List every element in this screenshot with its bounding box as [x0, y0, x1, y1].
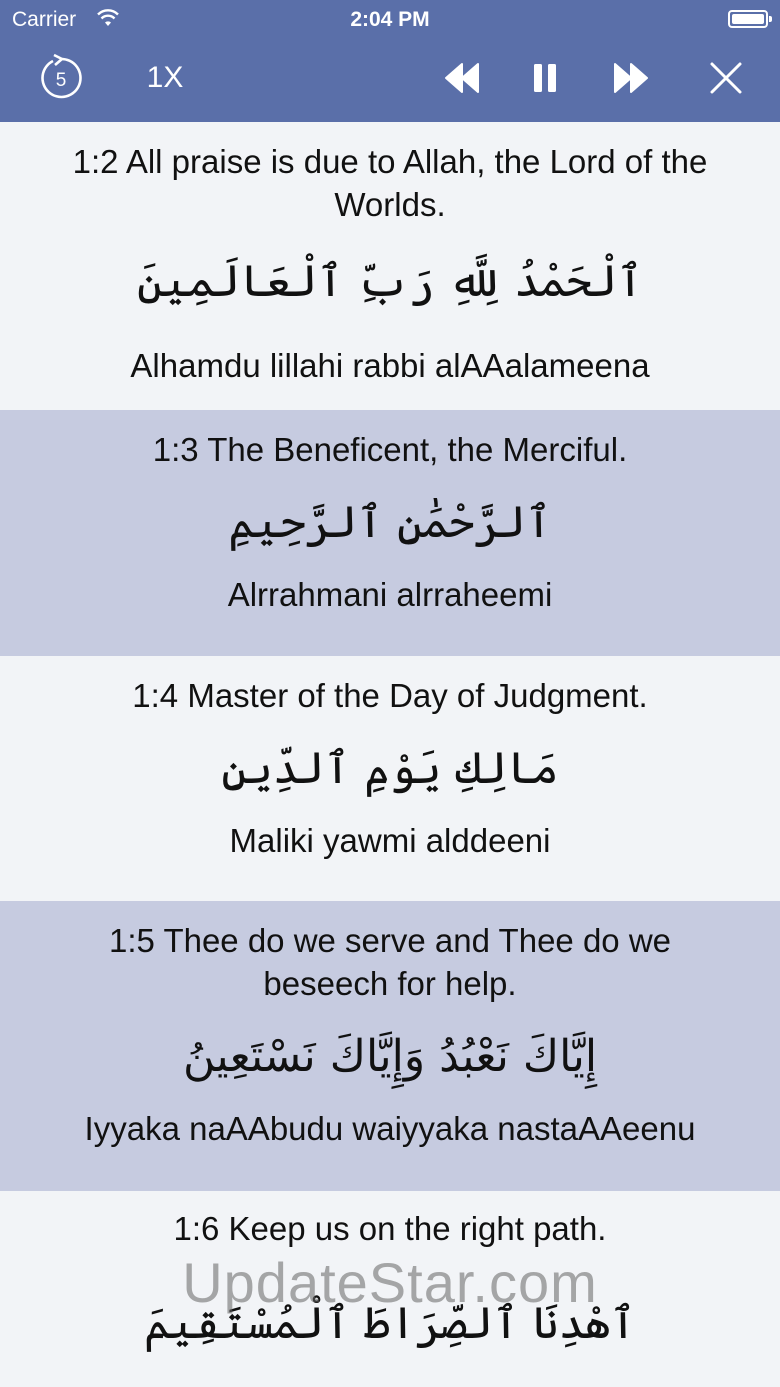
status-bar [0, 0, 780, 40]
playback-speed-button[interactable]: 1X [146, 61, 184, 94]
verse-transliteration: Alhamdu lillahi rabbi alAAalameena [130, 347, 650, 384]
verse-row[interactable] [0, 901, 780, 1191]
verse-translation: 1:5 Thee do we serve and Thee do we beseech for help. [109, 922, 671, 1002]
verse-row[interactable] [0, 410, 780, 656]
replay-5-icon [36, 53, 86, 103]
player-bar [0, 0, 780, 122]
verse-translation: 1:4 Master of the Day of Judgment. [132, 677, 648, 714]
verse-arabic: ٱلْحَمْدُ لِلَّهِ رَبِّ ٱلْعَالَمِينَ [136, 256, 644, 307]
verse-translation: 1:2 All praise is due to Allah, the Lord of the Worlds. [72, 143, 708, 223]
verse-transliteration: Maliki yawmi alddeeni [229, 822, 551, 859]
rewind-button[interactable] [436, 52, 488, 104]
verse-translation: 1:3 The Beneficent, the Merciful. [152, 431, 628, 468]
clock: 2:04 PM [350, 8, 430, 31]
fast-forward-icon [611, 61, 651, 95]
verse-row[interactable] [0, 656, 780, 901]
watermark: UpdateStar.com [182, 1251, 598, 1314]
fast-forward-button[interactable] [605, 52, 657, 104]
verse-transliteration: Iyyaka naAAbudu waiyyaka nastaAAeenu [84, 1110, 696, 1147]
verse-row[interactable] [0, 122, 780, 410]
replay-seconds-label: 5 [55, 70, 67, 91]
verse-arabic: ٱلرَّحْمَٰنِ ٱلرَّحِيمِ [228, 497, 552, 548]
verse-arabic: ٱهْدِنَا ٱلصِّرَاطَ ٱلْمُسْتَقِيمَ [143, 1298, 637, 1349]
verse-arabic: مَالِكِ يَوْمِ ٱلدِّينِ [221, 743, 559, 794]
pause-button[interactable] [520, 52, 570, 104]
close-button[interactable] [700, 52, 752, 104]
carrier-label: Carrier [12, 8, 77, 31]
verse-translation: 1:6 Keep us on the right path. [173, 1210, 607, 1247]
verse-list [0, 122, 780, 1387]
replay-5-button[interactable] [34, 52, 88, 104]
battery-icon [728, 10, 768, 28]
close-icon [708, 60, 744, 96]
verse-arabic: إِيَّاكَ نَعْبُدُ وَإِيَّاكَ نَسْتَعِينُ [182, 1031, 598, 1082]
pause-icon [530, 61, 560, 95]
rewind-icon [442, 61, 482, 95]
verse-transliteration: Alrrahmani alrraheemi [227, 576, 553, 613]
